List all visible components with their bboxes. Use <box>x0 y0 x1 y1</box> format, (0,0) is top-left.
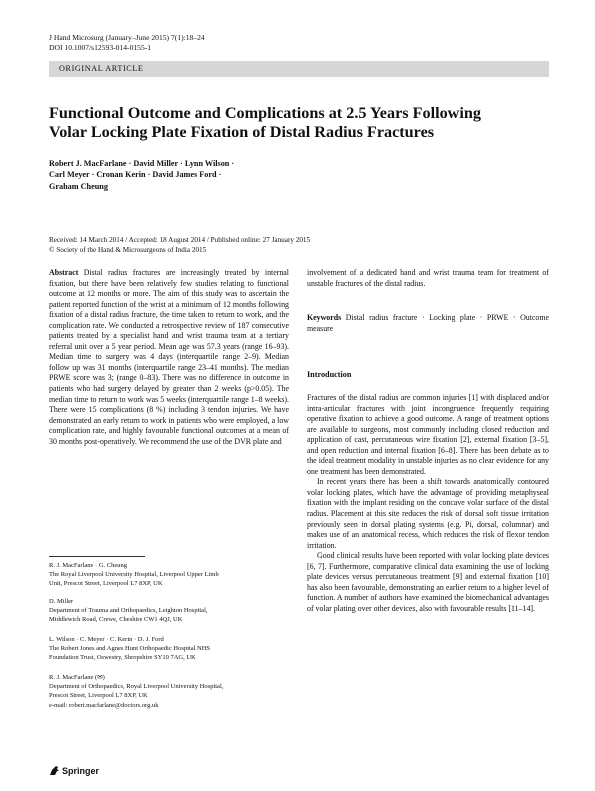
intro-paragraph-3: Good clinical results have been reported with volar locking plate devices [6, 7]. Furthermore, comparative clinical data examining the use of locking plate devices versus percutaneous treatment [9] and external fixation [10] has also been favourable, demonstrating an earlier return to a higher level of function. A number of authors have examined the biomechanical advantages of volar plating over other devices, also with favourable results [11–14]. <box>307 551 549 613</box>
introduction-body <box>307 393 549 614</box>
affiliation-line: Prescot Street, Liverpool L7 8XP, UK <box>49 692 148 700</box>
affiliation-line: Foundation Trust, Oswestry, Shropshire SY10 7AG, UK <box>49 654 196 662</box>
affiliation-3 <box>49 635 309 663</box>
publisher-name: Springer <box>62 766 100 776</box>
article-title <box>49 104 549 142</box>
affiliation-line: Department of Orthopaedics, Royal Liverpool University Hospital, <box>49 683 224 691</box>
journal-citation: J Hand Microsurg (January–June 2015) 7(1):18–24 <box>49 33 205 42</box>
publication-dates <box>49 236 549 255</box>
affiliation-line: Middlewich Road, Crewe, Cheshire CW1 4QJ, UK <box>49 616 183 624</box>
article-type-label: ORIGINAL ARTICLE <box>59 64 144 73</box>
intro-paragraph-1: Fractures of the distal radius are common injuries [1] with displaced and/or intra-articular fractures with joint incongruence frequently requiring operative fixation to achieve a good outcome. A range of treatment options are available to surgeons, most commonly including closed reduction and application of cast, percutaneous wire fixation [2], external fixation [3–5], and open reduction and internal fixation [6–8]. There has been debate as to the ideal treatment modality in unstable injuries as no clear evidence for any one treatment has been demonstrated. <box>307 393 549 476</box>
title-line-1: Functional Outcome and Complications at 2.5 Years Following <box>49 104 481 122</box>
affiliation-line: Unit, Prescot Street, Liverpool L7 8XP, UK <box>49 580 163 588</box>
abstract-continuation: involvement of a dedicated hand and wrist trauma team for treatment of unstable fractures of the distal radius. <box>307 268 549 288</box>
keywords-block <box>307 313 549 334</box>
keywords-label: Keywords <box>307 313 342 322</box>
affiliation-4 <box>49 673 309 710</box>
abstract-block <box>49 268 289 447</box>
springer-logo <box>49 765 99 776</box>
abstract-text: Distal radius fractures are increasingly treated by internal fixation, but there have been relatively few studies relating to functional outcome at 12 months or more. The aim of this study was to ascertain the patient reported function of the wrist at a minimum of 12 months following fixation of a distal radius fracture, the time taken to return to work, and the complication rate. We conducted a retrospective review of 187 consecutive patients treated by a specialist hand and wrist trauma team at a tertiary referral unit over a 5 year period. Mean age was 57.3 years (range 16–93). Median time to surgery was 4 days (interquartile range 2–9). Median follow up was 31 months (interquartile range 23–41 months). The median PRWE score was 3; (range 0–83). There was no difference in outcome in patients who had surgery delayed by greater than 2 weeks (p>0.05). The median time to return to work was 5 weeks (interquartile range 1–8 weeks). There were 15 complications (8 %) including 3 tendon injuries. We have demonstrated an early return to work in patients who were employed, a low complication rate, and highly favourable functional outcomes at a mean of 30 months post-operatively. We recommend the use of the DVR plate and <box>49 268 289 446</box>
affiliation-names: D. Miller <box>49 598 74 605</box>
affiliation-1 <box>49 561 309 589</box>
springer-horse-icon <box>49 765 60 776</box>
authors-line-3: Graham Cheung <box>49 181 108 191</box>
affiliation-separator <box>49 556 145 557</box>
article-type-banner <box>49 61 549 77</box>
affiliation-2 <box>49 597 309 625</box>
copyright-line: © Society of the Hand & Microsurgeons of India 2015 <box>49 245 207 254</box>
abstract-label: Abstract <box>49 268 79 277</box>
affiliation-line: Department of Trauma and Orthopaedics, Leighton Hospital, <box>49 607 208 615</box>
affiliation-email[interactable]: e-mail: robert.macfarlane@doctors.org.uk <box>49 701 159 709</box>
affiliation-line: The Robert Jones and Agnes Hunt Orthopaedic Hospital NHS <box>49 645 211 653</box>
affiliation-names: R. J. MacFarlane · G. Cheung <box>49 562 127 569</box>
keywords-text: Distal radius fracture · Locking plate · PRWE · Outcome measure <box>307 313 549 333</box>
doi-line: DOI 10.1007/s12593-014-0155-1 <box>49 43 152 52</box>
title-line-2: Volar Locking Plate Fixation of Distal Radius Fractures <box>49 123 435 141</box>
abstract-continuation-block <box>307 268 549 289</box>
dates-line: Received: 14 March 2014 / Accepted: 18 August 2014 / Published online: 27 January 2015 <box>49 236 311 244</box>
author-list <box>49 158 349 192</box>
authors-line-2: Carl Meyer · Cronan Kerin · David James Ford · <box>49 170 222 180</box>
intro-paragraph-2: In recent years there has been a shift towards anatomically contoured volar locking plates, which have the advantage of providing metaphyseal fixation with the implant residing on the concave volar surface of the distal radius. Placement at this site reduces the risk of dorsal soft tissue irritation previously seen in dorsal plating systems (e.g. Pi, dorsal, columnar) and makes use of an anatomical recess, which reduces the risk of flexor tendon irritation. <box>307 477 549 550</box>
introduction-heading: Introduction <box>307 370 352 379</box>
affiliation-names: R. J. MacFarlane (✉) <box>49 674 105 681</box>
affiliation-names: L. Wilson · C. Meyer · C. Kerin · D. J. Ford <box>49 636 164 643</box>
affiliation-line: The Royal Liverpool University Hospital, Liverpool Upper Limb <box>49 571 219 579</box>
authors-line-1: Robert J. MacFarlane · David Miller · Lynn Wilson · <box>49 159 235 168</box>
